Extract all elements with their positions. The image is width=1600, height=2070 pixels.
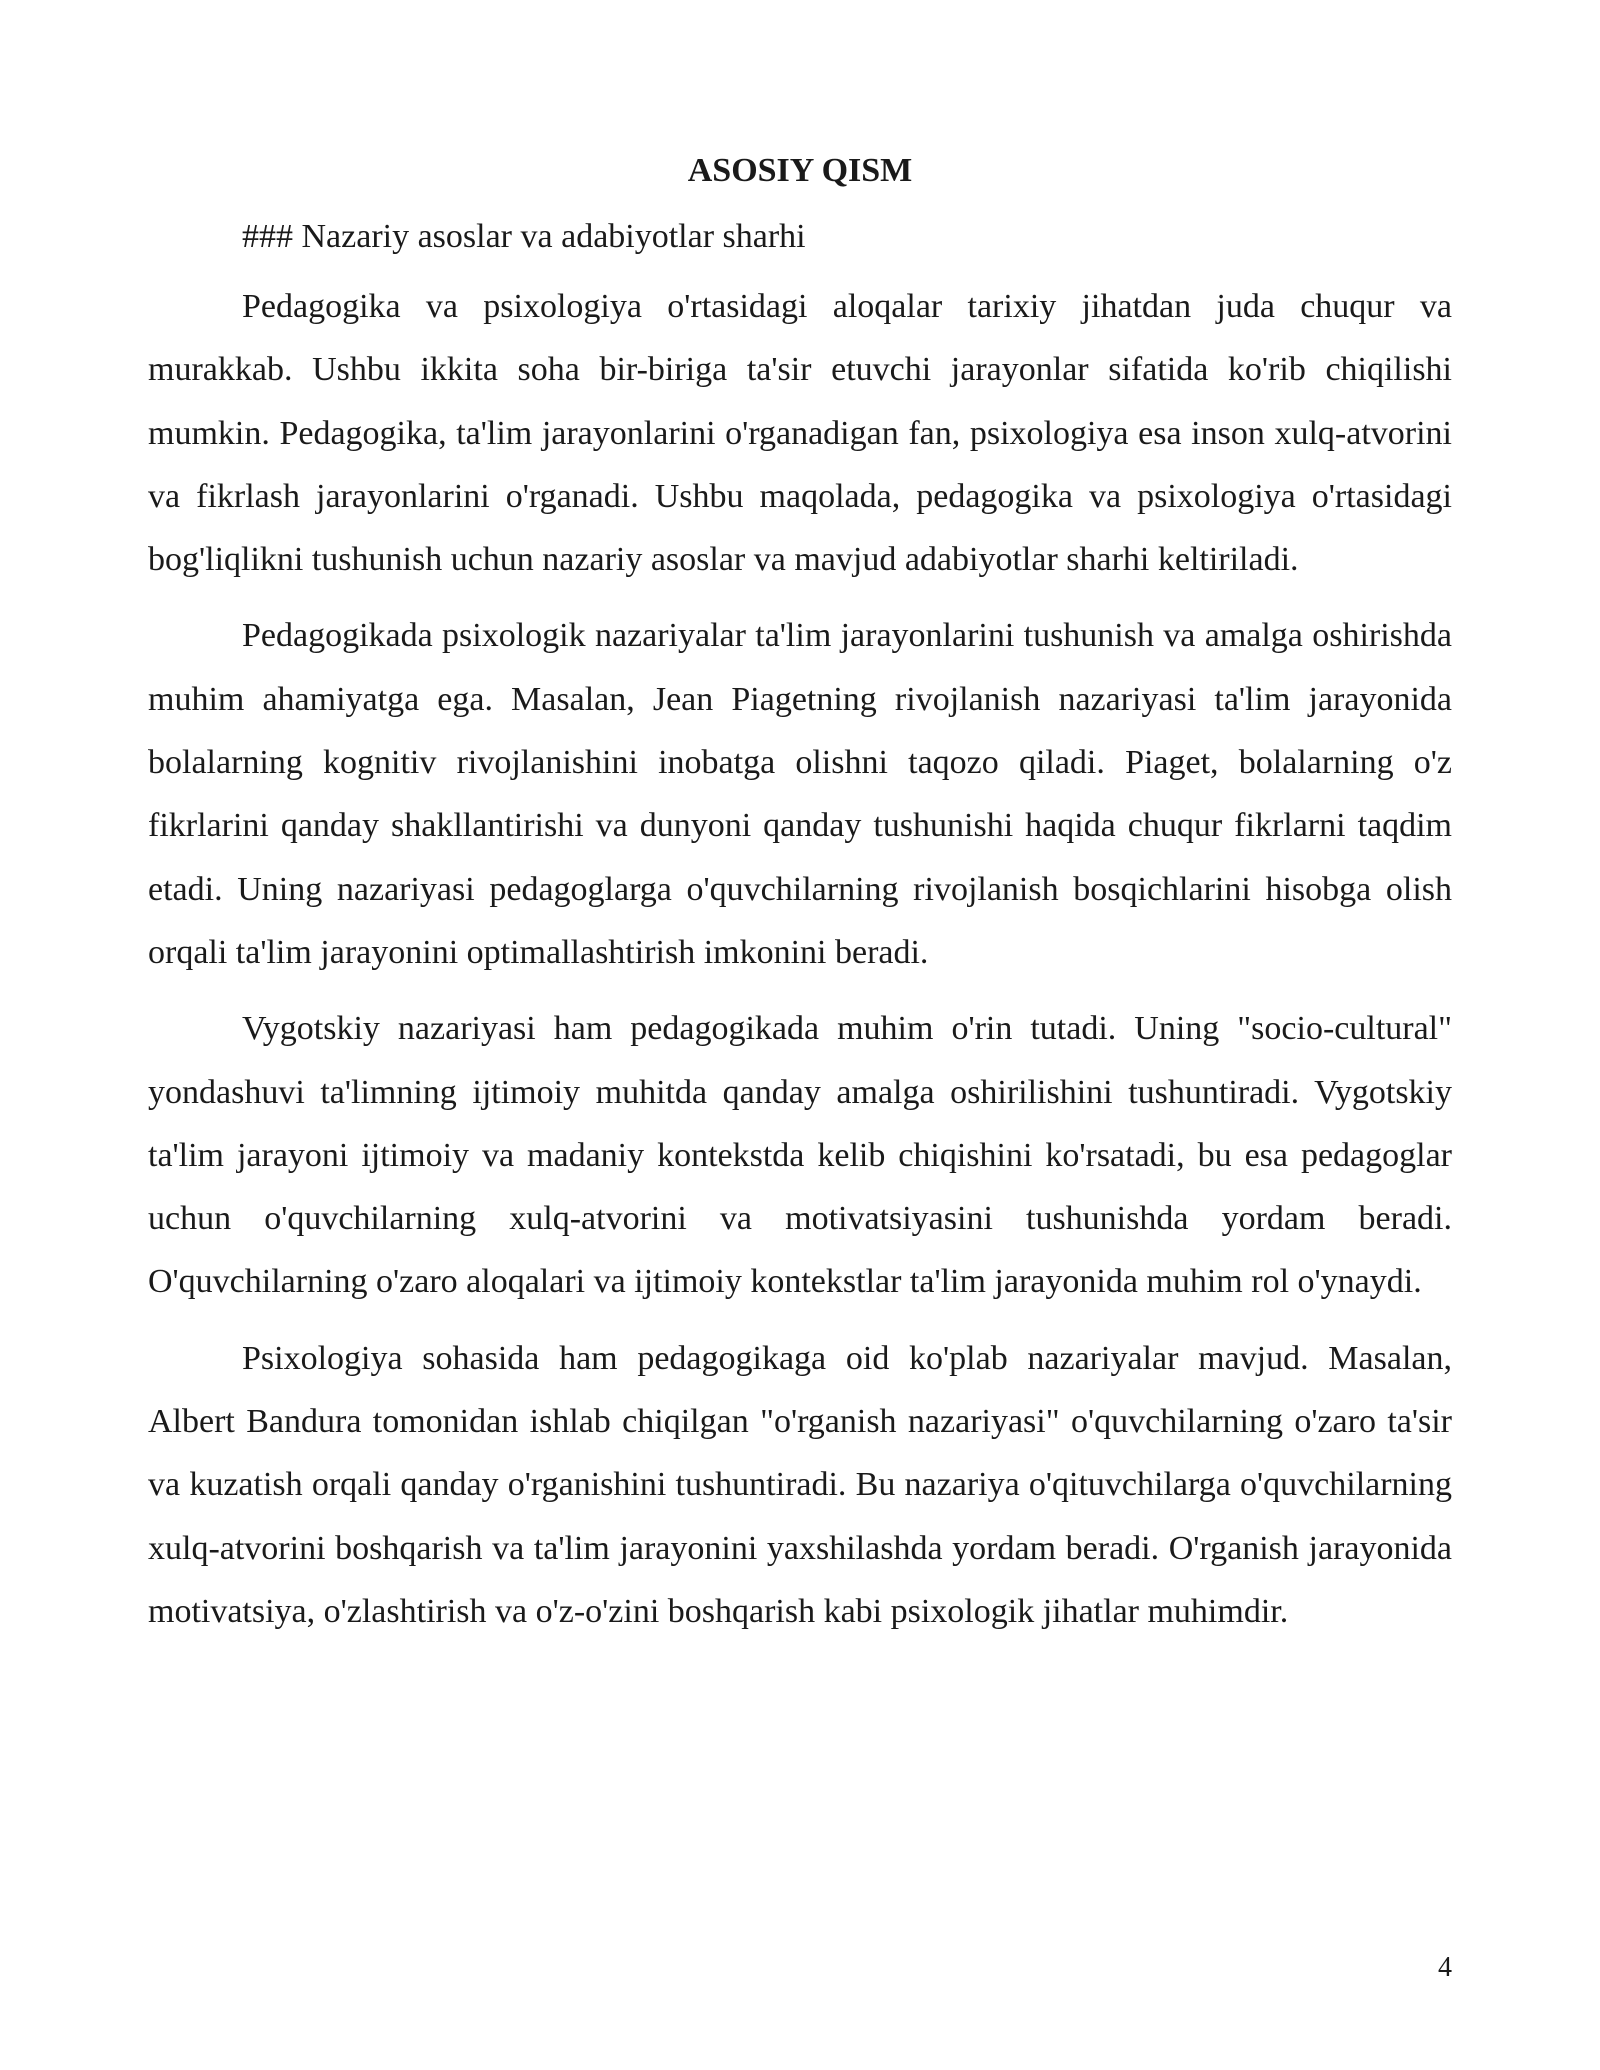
page-content: [148, 148, 1452, 1643]
paragraph-4: Psixologiya sohasida ham pedagogikaga oid ko'plab nazariyalar mavjud. Masalan, Albert Bandura tomonidan ishlab chiqilgan "o'rganish nazariyasi" o'quvchilarning o'zaro ta'sir va kuzatish orqali qanday o'rganishini tushuntiradi. Bu nazariya o'qituvchilarga o'quvchilarning xulq-atvorini boshqarish va ta'lim jarayonini yaxshilashda yordam beradi. O'rganish jarayonida motivatsiya, o'zlashtirish va o'z-o'zini boshqarish kabi psixologik jihatlar muhimdir.: [148, 1339, 1452, 1630]
subsection-heading: ### Nazariy asoslar va adabiyotlar sharhi: [242, 218, 806, 255]
page-number: 4: [1438, 1952, 1452, 1983]
paragraph-1: Pedagogika va psixologiya o'rtasidagi aloqalar tarixiy jihatdan juda chuqur va murakkab. Ushbu ikkita soha bir-biriga ta'sir etuvchi jarayonlar sifatida ko'rib chiqilishi mumkin. Pedagogika, ta'lim jarayonlarini o'rganadigan fan, psixologiya esa inson xulq-atvorini va fikrlash jarayonlarini o'rganadi. Ushbu maqolada, pedagogika va psixologiya o'rtasidagi bog'liqlikni tushunish uchun nazariy asoslar va mavjud adabiyotlar sharhi keltiriladi.: [148, 288, 1452, 579]
paragraph-3: Vygotskiy nazariyasi ham pedagogikada muhim o'rin tutadi. Uning "socio-cultural" yondashuvi ta'limning ijtimoiy muhitda qanday amalga oshirilishini tushuntiradi. Vygotskiy ta'lim jarayoni ijtimoiy va madaniy kontekstda kelib chiqishini ko'rsatadi, bu esa pedagoglar uchun o'quvchilarning xulq-atvorini va motivatsiyasini tushunishda yordam beradi. O'quvchilarning o'zaro aloqalari va ijtimoiy kontekstlar ta'lim jarayonida muhim rol o'ynaydi.: [148, 1010, 1452, 1301]
section-title: ASOSIY QISM: [687, 152, 913, 189]
paragraph-2: Pedagogikada psixologik nazariyalar ta'lim jarayonlarini tushunish va amalga oshirishda muhim ahamiyatga ega. Masalan, Jean Piagetning rivojlanish nazariyasi ta'lim jarayonida bolalarning kognitiv rivojlanishini inobatga olishni taqozo qiladi. Piaget, bolalarning o'z fikrlarini qanday shakllantirishi va dunyoni qanday tushunishi haqida chuqur fikrlarni taqdim etadi. Uning nazariyasi pedagoglarga o'quvchilarning rivojlanish bosqichlarini hisobga olish orqali ta'lim jarayonini optimallashtirish imkonini beradi.: [148, 617, 1452, 971]
